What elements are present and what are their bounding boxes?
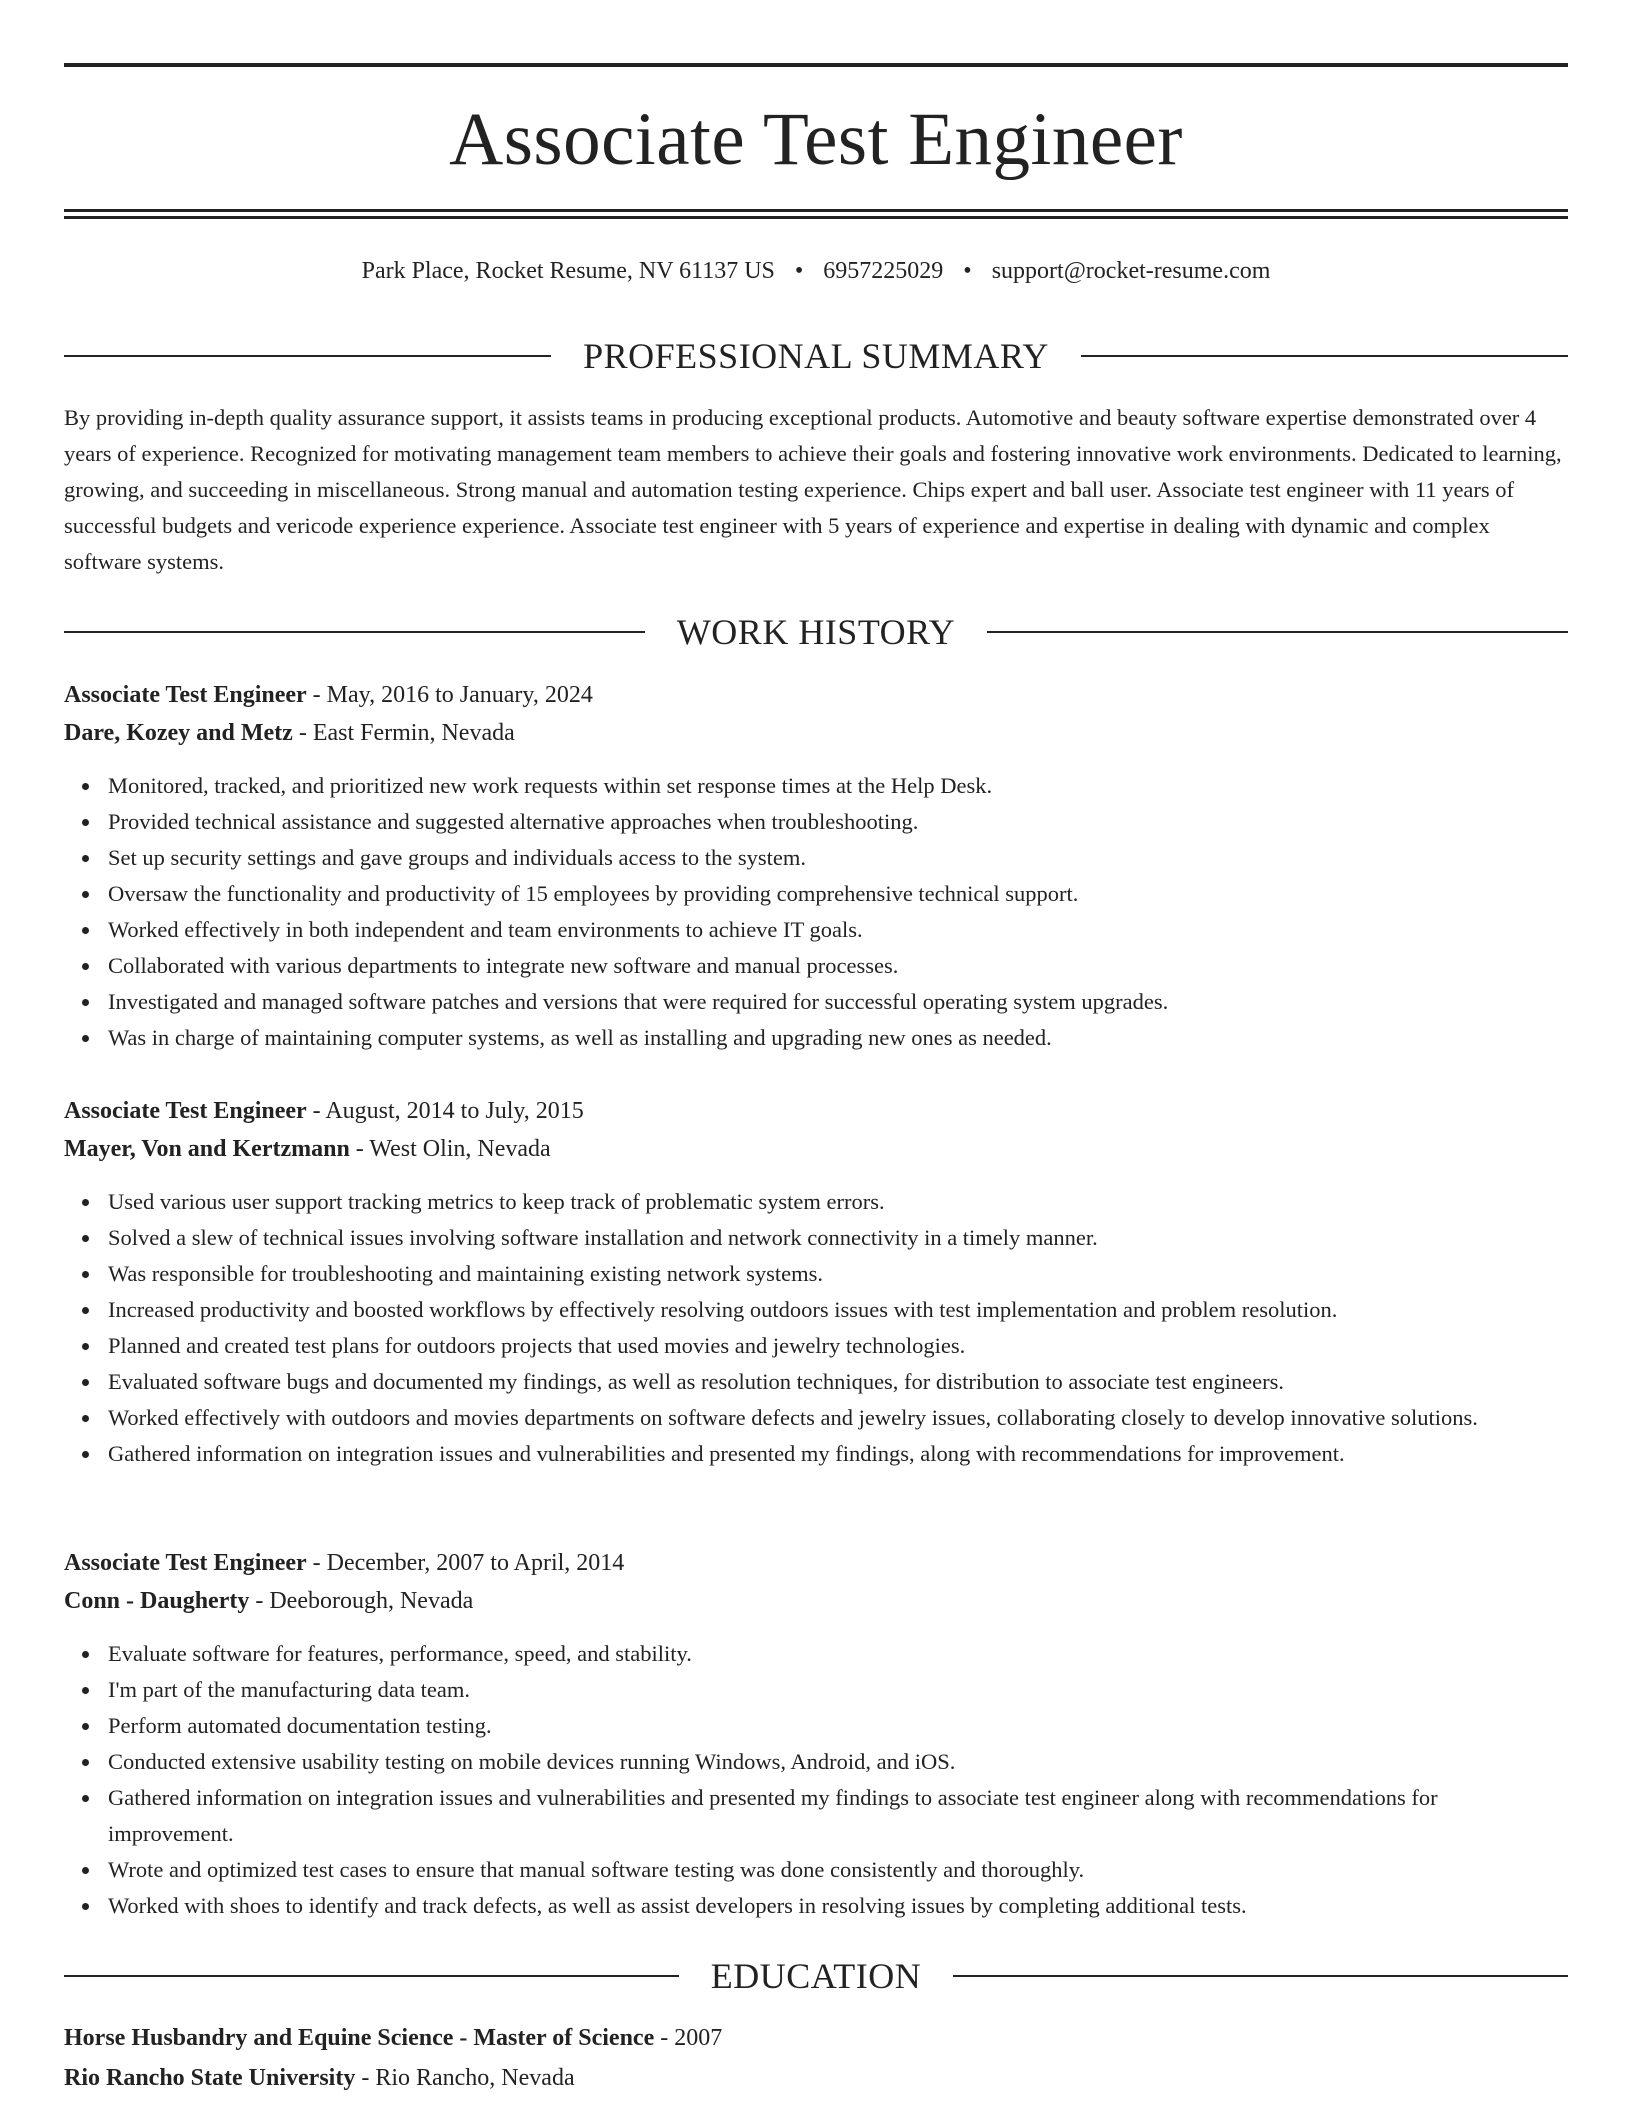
job-bullet: Set up security settings and gave groups and individuals access to the system. <box>108 840 1568 876</box>
job-bullet: Worked effectively in both independent and team environments to achieve IT goals. <box>108 912 1568 948</box>
job-bullet: Solved a slew of technical issues involving software installation and network connectivity in a timely manner. <box>108 1220 1568 1256</box>
job-company-line <box>64 714 1568 752</box>
job-bullet: Worked effectively with outdoors and movies departments on software defects and jewelry issues, collaborating closely to develop innovative solutions. <box>108 1400 1568 1436</box>
contact-phone: 6957225029 <box>823 258 944 284</box>
job-title: Associate Test Engineer <box>64 1550 307 1576</box>
job-bullet: Wrote and optimized test cases to ensure that manual software testing was done consistently and thoroughly. <box>108 1852 1568 1888</box>
job-dates: - August, 2014 to July, 2015 <box>306 1098 584 1124</box>
job-bullet: Oversaw the functionality and productivity of 15 employees by providing comprehensive technical support. <box>108 876 1568 912</box>
job-title-line <box>64 676 1568 714</box>
job-title: Associate Test Engineer <box>64 682 307 708</box>
job-bullet: Provided technical assistance and suggested alternative approaches when troubleshooting. <box>108 804 1568 840</box>
heading-rule-left <box>64 1975 679 1977</box>
job-bullets <box>64 768 1568 1056</box>
education-degree: Horse Husbandry and Equine Science - Master of Science <box>64 2025 655 2051</box>
job-entry <box>64 1092 1568 1472</box>
work-section-heading <box>64 609 1568 655</box>
job-location: - West Olin, Nevada <box>349 1136 551 1162</box>
job-bullets <box>64 1636 1568 1924</box>
contact-email: support@rocket-resume.com <box>991 258 1271 284</box>
contact-separator: • <box>794 258 804 284</box>
professional-summary: By providing in-depth quality assurance support, it assists teams in producing exceptional products. Automotive and beauty software expertise demonstrated over 4 years of experience. Recognized for motivating management team members to achieve their goals and fostering innovative work environments. Dedicated to learning, growing, and succeeding in miscellaneous. Strong manual and automation testing experience. Chips expert and ball user. Associate test engineer with 11 years of successful budgets and vericode experience experience. Associate test engineer with 5 years of experience and expertise in dealing with dynamic and complex software systems. <box>64 405 1562 574</box>
summary-section-heading <box>64 333 1568 379</box>
job-dates: - December, 2007 to April, 2014 <box>306 1550 625 1576</box>
education-school: Rio Rancho State University <box>64 2065 356 2091</box>
job-bullets <box>64 1184 1568 1472</box>
heading-rule-right <box>953 1975 1568 1977</box>
education-entry <box>64 2018 1568 2098</box>
job-bullet: Gathered information on integration issues and vulnerabilities and presented my findings to associate test engineer along with recommendations for improvement. <box>108 1780 1568 1852</box>
heading-rule-left <box>64 631 645 633</box>
job-entry <box>64 1544 1568 1924</box>
job-bullet: I'm part of the manufacturing data team. <box>108 1672 1568 1708</box>
job-company: Dare, Kozey and Metz <box>64 720 293 746</box>
education-school-line <box>64 2058 1568 2098</box>
job-bullet: Conducted extensive usability testing on mobile devices running Windows, Android, and iOS. <box>108 1744 1568 1780</box>
title-rule-lower <box>64 216 1568 219</box>
job-dates: - May, 2016 to January, 2024 <box>306 682 593 708</box>
job-bullet: Was responsible for troubleshooting and maintaining existing network systems. <box>108 1256 1568 1292</box>
job-bullet: Investigated and managed software patches and versions that were required for successful operating system upgrades. <box>108 984 1568 1020</box>
job-bullet: Monitored, tracked, and prioritized new work requests within set response times at the Help Desk. <box>108 768 1568 804</box>
contact-separator: • <box>963 258 972 284</box>
education-year: - 2007 <box>654 2025 723 2051</box>
education-section-heading <box>64 1953 1568 1999</box>
job-bullet: Worked with shoes to identify and track defects, as well as assist developers in resolving issues by completing additional tests. <box>108 1888 1568 1924</box>
contact-line <box>64 254 1568 288</box>
heading-rule-right <box>1081 355 1568 357</box>
job-bullet: Perform automated documentation testing. <box>108 1708 1568 1744</box>
heading-rule-left <box>64 355 551 357</box>
work-heading-label: WORK HISTORY <box>676 612 956 652</box>
job-company: Mayer, Von and Kertzmann <box>64 1136 350 1162</box>
job-bullet: Increased productivity and boosted workflows by effectively resolving outdoors issues with test implementation and problem resolution. <box>108 1292 1568 1328</box>
job-bullet: Gathered information on integration issues and vulnerabilities and presented my findings, along with recommendations for improvement. <box>108 1436 1568 1472</box>
resume-title: Associate Test Engineer <box>449 98 1183 181</box>
heading-rule-right <box>987 631 1568 633</box>
job-title: Associate Test Engineer <box>64 1098 307 1124</box>
job-entry <box>64 676 1568 1056</box>
job-title-line <box>64 1092 1568 1130</box>
job-bullet: Evaluate software for features, performance, speed, and stability. <box>108 1636 1568 1672</box>
summary-heading-label: PROFESSIONAL SUMMARY <box>583 336 1049 376</box>
job-location: - Deeborough, Nevada <box>249 1588 474 1614</box>
job-location: - East Fermin, Nevada <box>292 720 515 746</box>
job-bullet: Collaborated with various departments to integrate new software and manual processes. <box>108 948 1568 984</box>
top-rule <box>64 63 1568 67</box>
job-bullet: Evaluated software bugs and documented my findings, as well as resolution techniques, for distribution to associate test engineers. <box>108 1364 1568 1400</box>
job-company-line <box>64 1582 1568 1620</box>
job-bullet: Planned and created test plans for outdoors projects that used movies and jewelry technologies. <box>108 1328 1568 1364</box>
education-location: - Rio Rancho, Nevada <box>355 2065 575 2091</box>
job-bullet: Used various user support tracking metrics to keep track of problematic system errors. <box>108 1184 1568 1220</box>
job-company-line <box>64 1130 1568 1168</box>
job-company: Conn - Daugherty <box>64 1588 250 1614</box>
title-rule-upper <box>64 209 1568 212</box>
job-title-line <box>64 1544 1568 1582</box>
job-bullet: Was in charge of maintaining computer systems, as well as installing and upgrading new ones as needed. <box>108 1020 1568 1056</box>
education-heading-label: EDUCATION <box>710 1956 922 1996</box>
education-degree-line <box>64 2018 1568 2058</box>
contact-address: Park Place, Rocket Resume, NV 61137 US <box>361 258 775 284</box>
